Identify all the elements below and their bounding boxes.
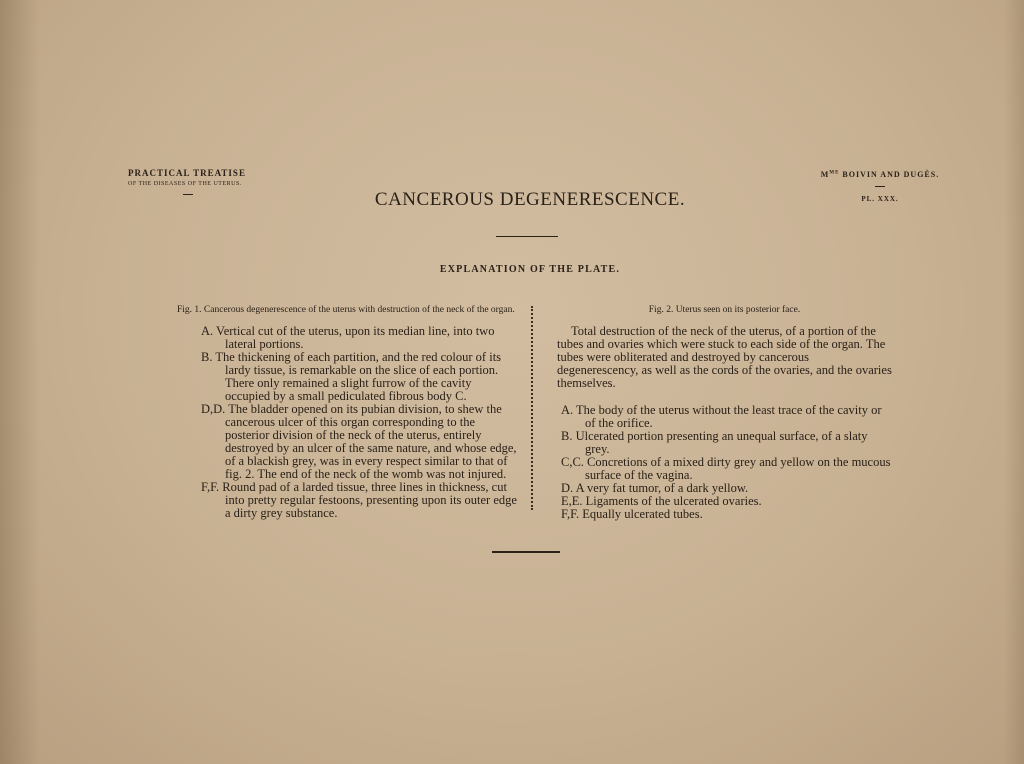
page-title: CANCEROUS DEGENERESCENCE. — [374, 189, 686, 210]
fig1-column — [177, 304, 517, 520]
fig2-item: D. A very fat tumor, of a dark yellow. — [561, 481, 749, 495]
closing-rule — [492, 551, 560, 553]
fig2-heading: Fig. 2. Uterus seen on its posterior face. — [648, 305, 801, 315]
fig2-item: B. Ulcerated portion presenting an unequal surface, of a slaty grey. — [561, 429, 868, 456]
authors — [805, 170, 955, 179]
header-left — [128, 168, 288, 195]
header-right — [805, 170, 955, 203]
fig2-item: A. The body of the uterus without the least trace of the cavity or of the orifice. — [561, 403, 882, 430]
fig1-item: A. Vertical cut of the uterus, upon its median line, into two lateral portions. — [201, 324, 495, 351]
fig2-item: C,C. Concretions of a mixed dirty grey and yellow on the mucous surface of the vagina. — [561, 455, 891, 482]
fig1-item: D,D. The bladder opened on its pubian division, to shew the cancerous ulcer of this organ corresponding to the posterior division of the neck of the uterus, entirely destroyed by an ulcer of the same nature, and whose edge, of a blackish grey, was in every respect similar to that of fig. 2. The end of the neck of the womb was not injured. — [201, 402, 517, 481]
fig1-heading: Fig. 1. Cancerous degenerescence of the uterus with destruction of the neck of the organ. — [177, 305, 515, 315]
series-title: PRACTICAL TREATISE — [128, 168, 246, 178]
fig2-intro: Total destruction of the neck of the uterus, of a portion of the tubes and ovaries which were stuck to each side of the organ. The tubes were obliterated and destroyed by cancerous degenerescency, as well as the cords of the ovaries, and the ovaries themselves. — [557, 324, 892, 390]
fig2-column — [557, 304, 892, 521]
authors-names: BOIVIN AND DUGÈS. — [839, 170, 940, 179]
header-right-dash — [875, 186, 885, 187]
series-subtitle: OF THE DISEASES OF THE UTERUS. — [128, 181, 242, 187]
column-separator — [531, 306, 533, 510]
authors-sup: ME — [829, 170, 840, 176]
authors-prefix: M — [820, 170, 830, 179]
fig2-item: F,F. Equally ulcerated tubes. — [561, 507, 703, 521]
fig2-items — [557, 404, 892, 521]
header-left-dash — [183, 194, 193, 195]
fig2-item: E,E. Ligaments of the ulcerated ovaries. — [561, 494, 762, 508]
title-rule — [496, 236, 558, 237]
plate-number: PL. XXX. — [861, 195, 899, 203]
fig1-item: B. The thickening of each partition, and the red colour of its lardy tissue, is remarkable on the slice of each portion. There only remained a slight furrow of the cavity occupied by a small pediculated fibrous body C. — [201, 350, 502, 403]
fig1-item: F,F. Round pad of a larded tissue, three lines in thickness, cut into pretty regular festoons, presenting upon its outer edge a dirty grey substance. — [201, 480, 517, 520]
section-subtitle: EXPLANATION OF THE PLATE. — [439, 264, 621, 275]
